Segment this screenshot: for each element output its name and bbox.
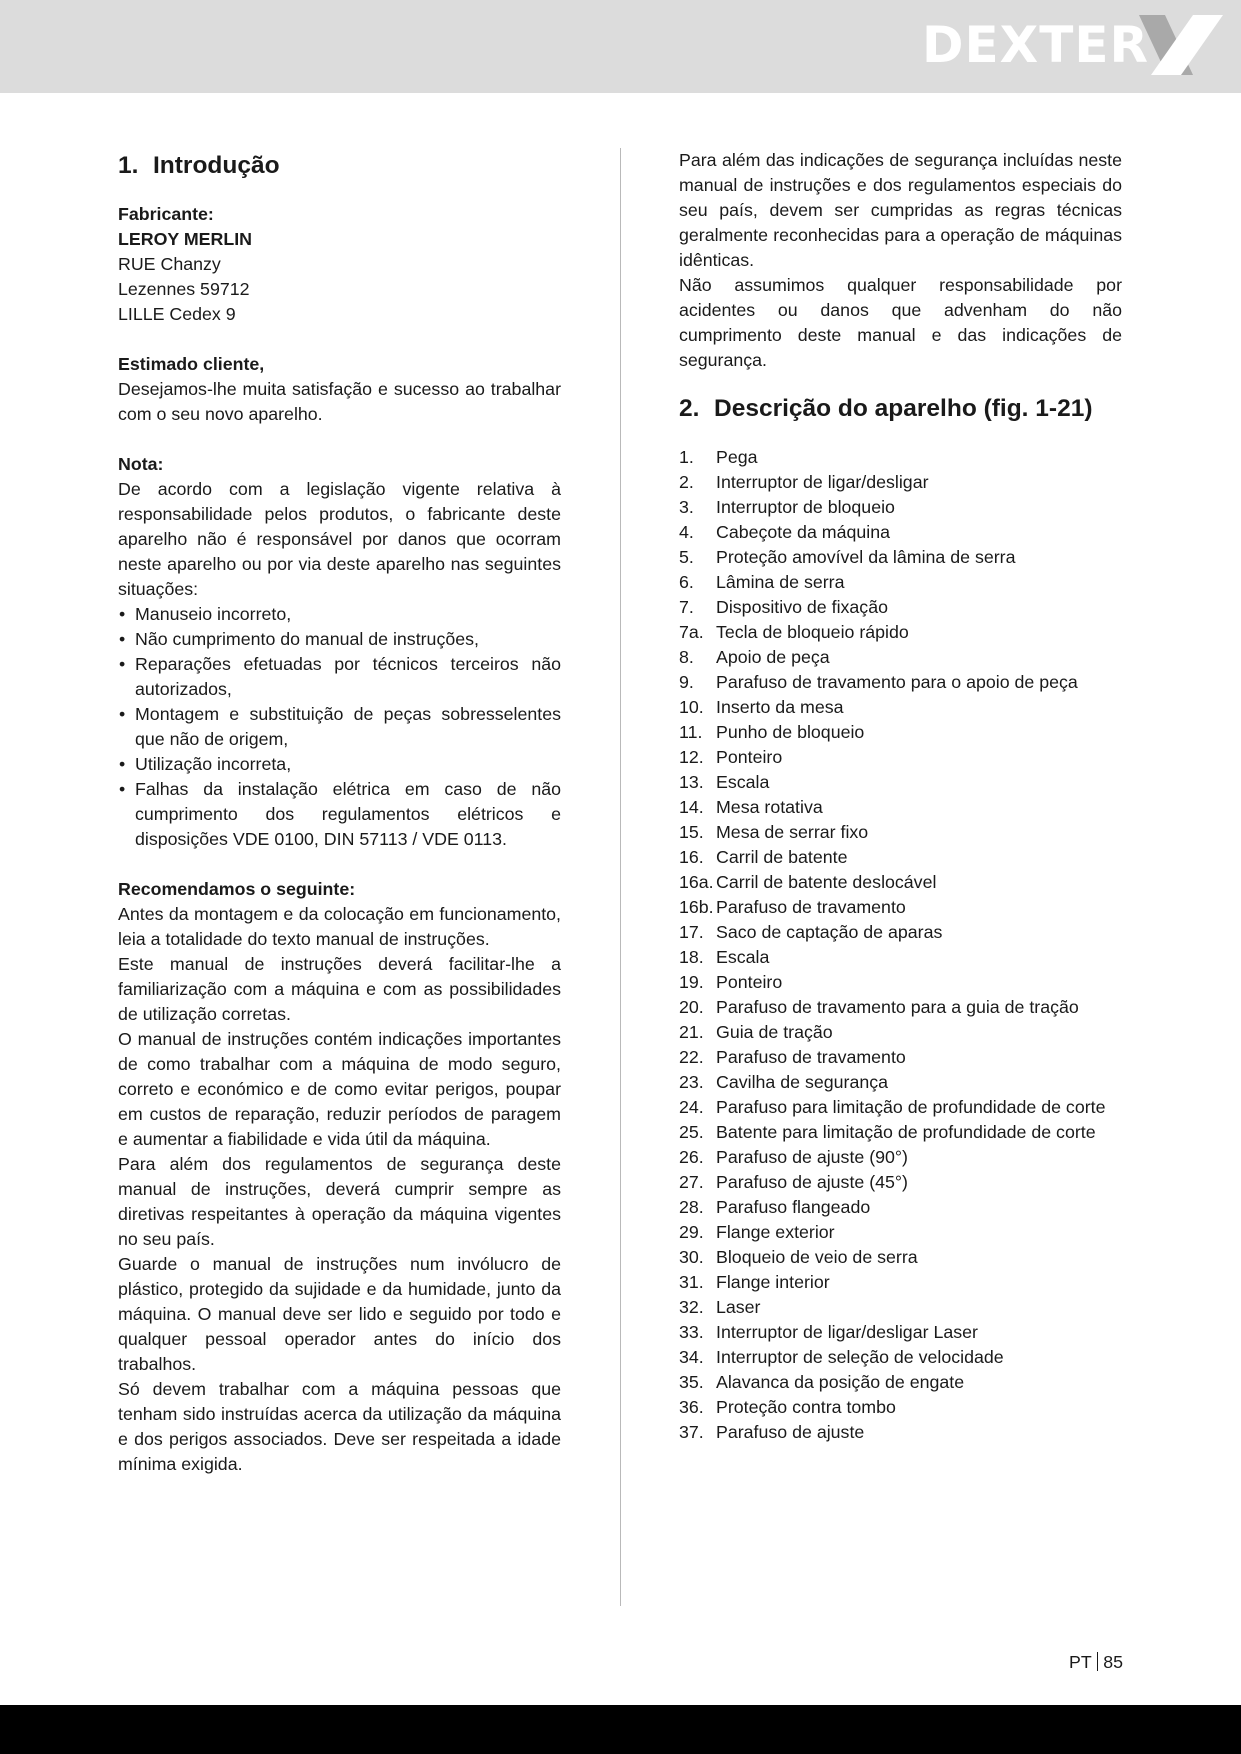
dexter-logo xyxy=(922,14,1223,76)
manufacturer-label: Fabricante: xyxy=(118,204,214,224)
part-label: Pega xyxy=(716,447,758,467)
list-item xyxy=(679,1170,1122,1195)
list-item xyxy=(679,795,1122,820)
part-number: 10. xyxy=(679,697,704,717)
list-item xyxy=(679,1070,1122,1095)
safety-paragraph: Para além das indicações de segurança incluídas neste manual de instruções e dos regulamentos especiais do seu país, devem ser cumpridas as regras técnicas geralmente reconhecidas para a operação de máquinas idênticas. xyxy=(679,150,1122,270)
list-item xyxy=(679,1245,1122,1270)
part-label: Interruptor de ligar/desligar xyxy=(716,472,929,492)
list-item xyxy=(679,1045,1122,1070)
part-label: Inserto da mesa xyxy=(716,697,844,717)
list-item xyxy=(679,1320,1122,1345)
list-item xyxy=(679,620,1122,645)
part-number: 22. xyxy=(679,1047,704,1067)
part-number: 18. xyxy=(679,947,704,967)
recommendation-paragraph: O manual de instruções contém indicações importantes de como trabalhar com a máquina de modo seguro, correto e económico e de como evitar perigos, poupar em custos de reparação, reduzir períodos de paragem e aumentar a fiabilidade e vida útil da máquina. xyxy=(118,1029,561,1149)
part-label: Parafuso de travamento para a guia de tração xyxy=(716,997,1079,1017)
part-label: Cabeçote da máquina xyxy=(716,522,890,542)
part-number: 31. xyxy=(679,1272,704,1292)
part-number: 7a. xyxy=(679,622,704,642)
list-item: • Utilização incorreta, xyxy=(118,752,561,777)
recommendation-paragraph: Este manual de instruções deverá facilitar-lhe a familiarização com a máquina e com as possibilidades de utilização corretas. xyxy=(118,954,561,1024)
part-label: Flange exterior xyxy=(716,1222,835,1242)
part-number: 27. xyxy=(679,1172,704,1192)
part-label: Punho de bloqueio xyxy=(716,722,865,742)
list-item xyxy=(679,770,1122,795)
list-item xyxy=(679,495,1122,520)
part-number: 34. xyxy=(679,1347,704,1367)
manufacturer-city: Lezennes 59712 xyxy=(118,279,250,299)
list-item xyxy=(679,1095,1122,1120)
part-label: Interruptor de bloqueio xyxy=(716,497,895,517)
part-number: 7. xyxy=(679,597,694,617)
part-label: Proteção contra tombo xyxy=(716,1397,896,1417)
part-label: Guia de tração xyxy=(716,1022,833,1042)
section-1-title: 1. Introdução xyxy=(118,152,280,179)
part-number: 8. xyxy=(679,647,694,667)
part-label: Bloqueio de veio de serra xyxy=(716,1247,918,1267)
list-item xyxy=(679,1370,1122,1395)
part-number: 20. xyxy=(679,997,704,1017)
part-number: 11. xyxy=(679,722,703,742)
left-column xyxy=(118,148,561,1477)
part-number: 35. xyxy=(679,1372,704,1392)
list-item: • Reparações efetuadas por técnicos terceiros não autorizados, xyxy=(118,652,561,702)
part-number: 26. xyxy=(679,1147,704,1167)
header-band xyxy=(0,0,1241,93)
part-label: Parafuso flangeado xyxy=(716,1197,871,1217)
recommendation-paragraph: Guarde o manual de instruções num invólucro de plástico, protegido da sujidade e da humidade, junto da máquina. O manual deve ser lido e seguido por todo e qualquer pessoal operador antes do início dos trabalhos. xyxy=(118,1254,561,1374)
dear-customer-text: Desejamos-lhe muita satisfação e sucesso ao trabalhar com o seu novo aparelho. xyxy=(118,379,561,424)
part-number: 25. xyxy=(679,1122,704,1142)
part-label: Ponteiro xyxy=(716,972,783,992)
part-number: 24. xyxy=(679,1097,704,1117)
part-number: 5. xyxy=(679,547,694,567)
list-item xyxy=(679,870,1122,895)
list-item xyxy=(679,470,1122,495)
part-number: 29. xyxy=(679,1222,704,1242)
part-label: Parafuso de ajuste (45°) xyxy=(716,1172,908,1192)
part-label: Parafuso para limitação de profundidade de corte xyxy=(716,1097,1106,1117)
part-label: Interruptor de seleção de velocidade xyxy=(716,1347,1004,1367)
part-label: Lâmina de serra xyxy=(716,572,845,592)
part-label: Escala xyxy=(716,947,770,967)
part-number: 4. xyxy=(679,522,694,542)
page-num: 85 xyxy=(1103,1652,1123,1672)
note-bullet-list xyxy=(118,602,561,852)
part-label: Saco de captação de aparas xyxy=(716,922,943,942)
part-number: 21. xyxy=(679,1022,704,1042)
list-item xyxy=(679,595,1122,620)
list-item xyxy=(679,1295,1122,1320)
part-number: 15. xyxy=(679,822,704,842)
part-label: Carril de batente deslocável xyxy=(716,872,937,892)
part-number: 37. xyxy=(679,1422,704,1442)
part-number: 19. xyxy=(679,972,704,992)
part-number: 16. xyxy=(679,847,704,867)
list-item xyxy=(679,1220,1122,1245)
dear-customer-label: Estimado cliente, xyxy=(118,354,265,374)
part-label: Tecla de bloqueio rápido xyxy=(716,622,909,642)
note-text: De acordo com a legislação vigente relativa à responsabilidade pelos produtos, o fabricante deste aparelho não é responsável por danos que ocorram neste aparelho ou por via deste aparelho nas seguintes situações: xyxy=(118,479,561,599)
part-label: Escala xyxy=(716,772,770,792)
list-item xyxy=(679,820,1122,845)
part-label: Parafuso de travamento xyxy=(716,897,906,917)
list-item xyxy=(679,895,1122,920)
list-item xyxy=(679,945,1122,970)
logo-text: DEXTER xyxy=(922,16,1149,74)
list-item xyxy=(679,520,1122,545)
part-label: Interruptor de ligar/desligar Laser xyxy=(716,1322,978,1342)
recommendation-paragraph: Para além dos regulamentos de segurança deste manual de instruções, deverá cumprir sempre as diretivas respeitantes à operação da máquina vigentes no seu país. xyxy=(118,1154,561,1249)
part-number: 2. xyxy=(679,472,694,492)
list-item xyxy=(679,1395,1122,1420)
part-number: 36. xyxy=(679,1397,704,1417)
part-label: Flange interior xyxy=(716,1272,830,1292)
page-separator xyxy=(1097,1652,1099,1671)
recommendation-label: Recomendamos o seguinte: xyxy=(118,879,356,899)
page-number xyxy=(1069,1650,1123,1675)
list-item: • Não cumprimento do manual de instruções, xyxy=(118,627,561,652)
list-item xyxy=(679,645,1122,670)
list-item xyxy=(679,720,1122,745)
column-divider xyxy=(620,148,621,1606)
list-item xyxy=(679,1020,1122,1045)
list-item xyxy=(679,445,1122,470)
list-item xyxy=(679,1145,1122,1170)
part-number: 17. xyxy=(679,922,704,942)
part-label: Mesa rotativa xyxy=(716,797,823,817)
part-label: Laser xyxy=(716,1297,761,1317)
part-label: Parafuso de ajuste (90°) xyxy=(716,1147,908,1167)
part-number: 14. xyxy=(679,797,704,817)
part-label: Ponteiro xyxy=(716,747,783,767)
note-label: Nota: xyxy=(118,454,164,474)
part-label: Dispositivo de fixação xyxy=(716,597,888,617)
footer-band xyxy=(0,1705,1241,1754)
list-item xyxy=(679,1270,1122,1295)
manufacturer-postal: LILLE Cedex 9 xyxy=(118,304,236,324)
part-number: 23. xyxy=(679,1072,704,1092)
part-number: 9. xyxy=(679,672,694,692)
logo-x-icon xyxy=(1135,15,1223,75)
part-number: 6. xyxy=(679,572,694,592)
part-label: Parafuso de travamento xyxy=(716,1047,906,1067)
list-item xyxy=(679,970,1122,995)
list-item xyxy=(679,695,1122,720)
part-label: Parafuso de ajuste xyxy=(716,1422,865,1442)
list-item: • Montagem e substituição de peças sobresselentes que não de origem, xyxy=(118,702,561,752)
part-number: 12. xyxy=(679,747,704,767)
list-item xyxy=(679,845,1122,870)
parts-list xyxy=(679,445,1122,1445)
part-number: 3. xyxy=(679,497,694,517)
list-item xyxy=(679,1345,1122,1370)
list-item xyxy=(679,995,1122,1020)
part-label: Carril de batente xyxy=(716,847,848,867)
part-number: 32. xyxy=(679,1297,704,1317)
list-item xyxy=(679,1120,1122,1145)
list-item xyxy=(679,1420,1122,1445)
part-number: 33. xyxy=(679,1322,704,1342)
list-item: • Falhas da instalação elétrica em caso de não cumprimento dos regulamentos elétricos e disposições VDE 0100, DIN 57113 / VDE 0113. xyxy=(118,777,561,852)
part-number: 13. xyxy=(679,772,704,792)
part-number: 16a. xyxy=(679,872,714,892)
language-code: PT xyxy=(1068,1652,1092,1672)
list-item xyxy=(679,545,1122,570)
list-item: • Manuseio incorreto, xyxy=(118,602,561,627)
part-label: Batente para limitação de profundidade de corte xyxy=(716,1122,1096,1142)
part-label: Parafuso de travamento para o apoio de peça xyxy=(716,672,1078,692)
right-column xyxy=(679,148,1122,1445)
part-number: 28. xyxy=(679,1197,704,1217)
part-label: Apoio de peça xyxy=(716,647,830,667)
manufacturer-street: RUE Chanzy xyxy=(118,254,221,274)
manufacturer-name: LEROY MERLIN xyxy=(118,229,253,249)
list-item xyxy=(679,570,1122,595)
part-label: Alavanca da posição de engate xyxy=(716,1372,965,1392)
part-label: Mesa de serrar fixo xyxy=(716,822,869,842)
recommendation-paragraph: Antes da montagem e da colocação em funcionamento, leia a totalidade do texto manual de instruções. xyxy=(118,904,561,949)
section-2-title: 2. Descrição do aparelho (fig. 1-21) xyxy=(679,395,1093,422)
list-item xyxy=(679,1195,1122,1220)
part-number: 16b. xyxy=(679,897,714,917)
part-number: 30. xyxy=(679,1247,704,1267)
list-item xyxy=(679,920,1122,945)
part-number: 1. xyxy=(679,447,694,467)
list-item xyxy=(679,670,1122,695)
recommendation-paragraph: Só devem trabalhar com a máquina pessoas que tenham sido instruídas acerca da utilização da máquina e dos perigos associados. Deve ser respeitada a idade mínima exigida. xyxy=(118,1379,561,1474)
part-label: Proteção amovível da lâmina de serra xyxy=(716,547,1016,567)
list-item xyxy=(679,745,1122,770)
part-label: Cavilha de segurança xyxy=(716,1072,888,1092)
liability-paragraph: Não assumimos qualquer responsabilidade por acidentes ou danos que advenham do não cumprimento deste manual e das indicações de segurança. xyxy=(679,275,1122,370)
